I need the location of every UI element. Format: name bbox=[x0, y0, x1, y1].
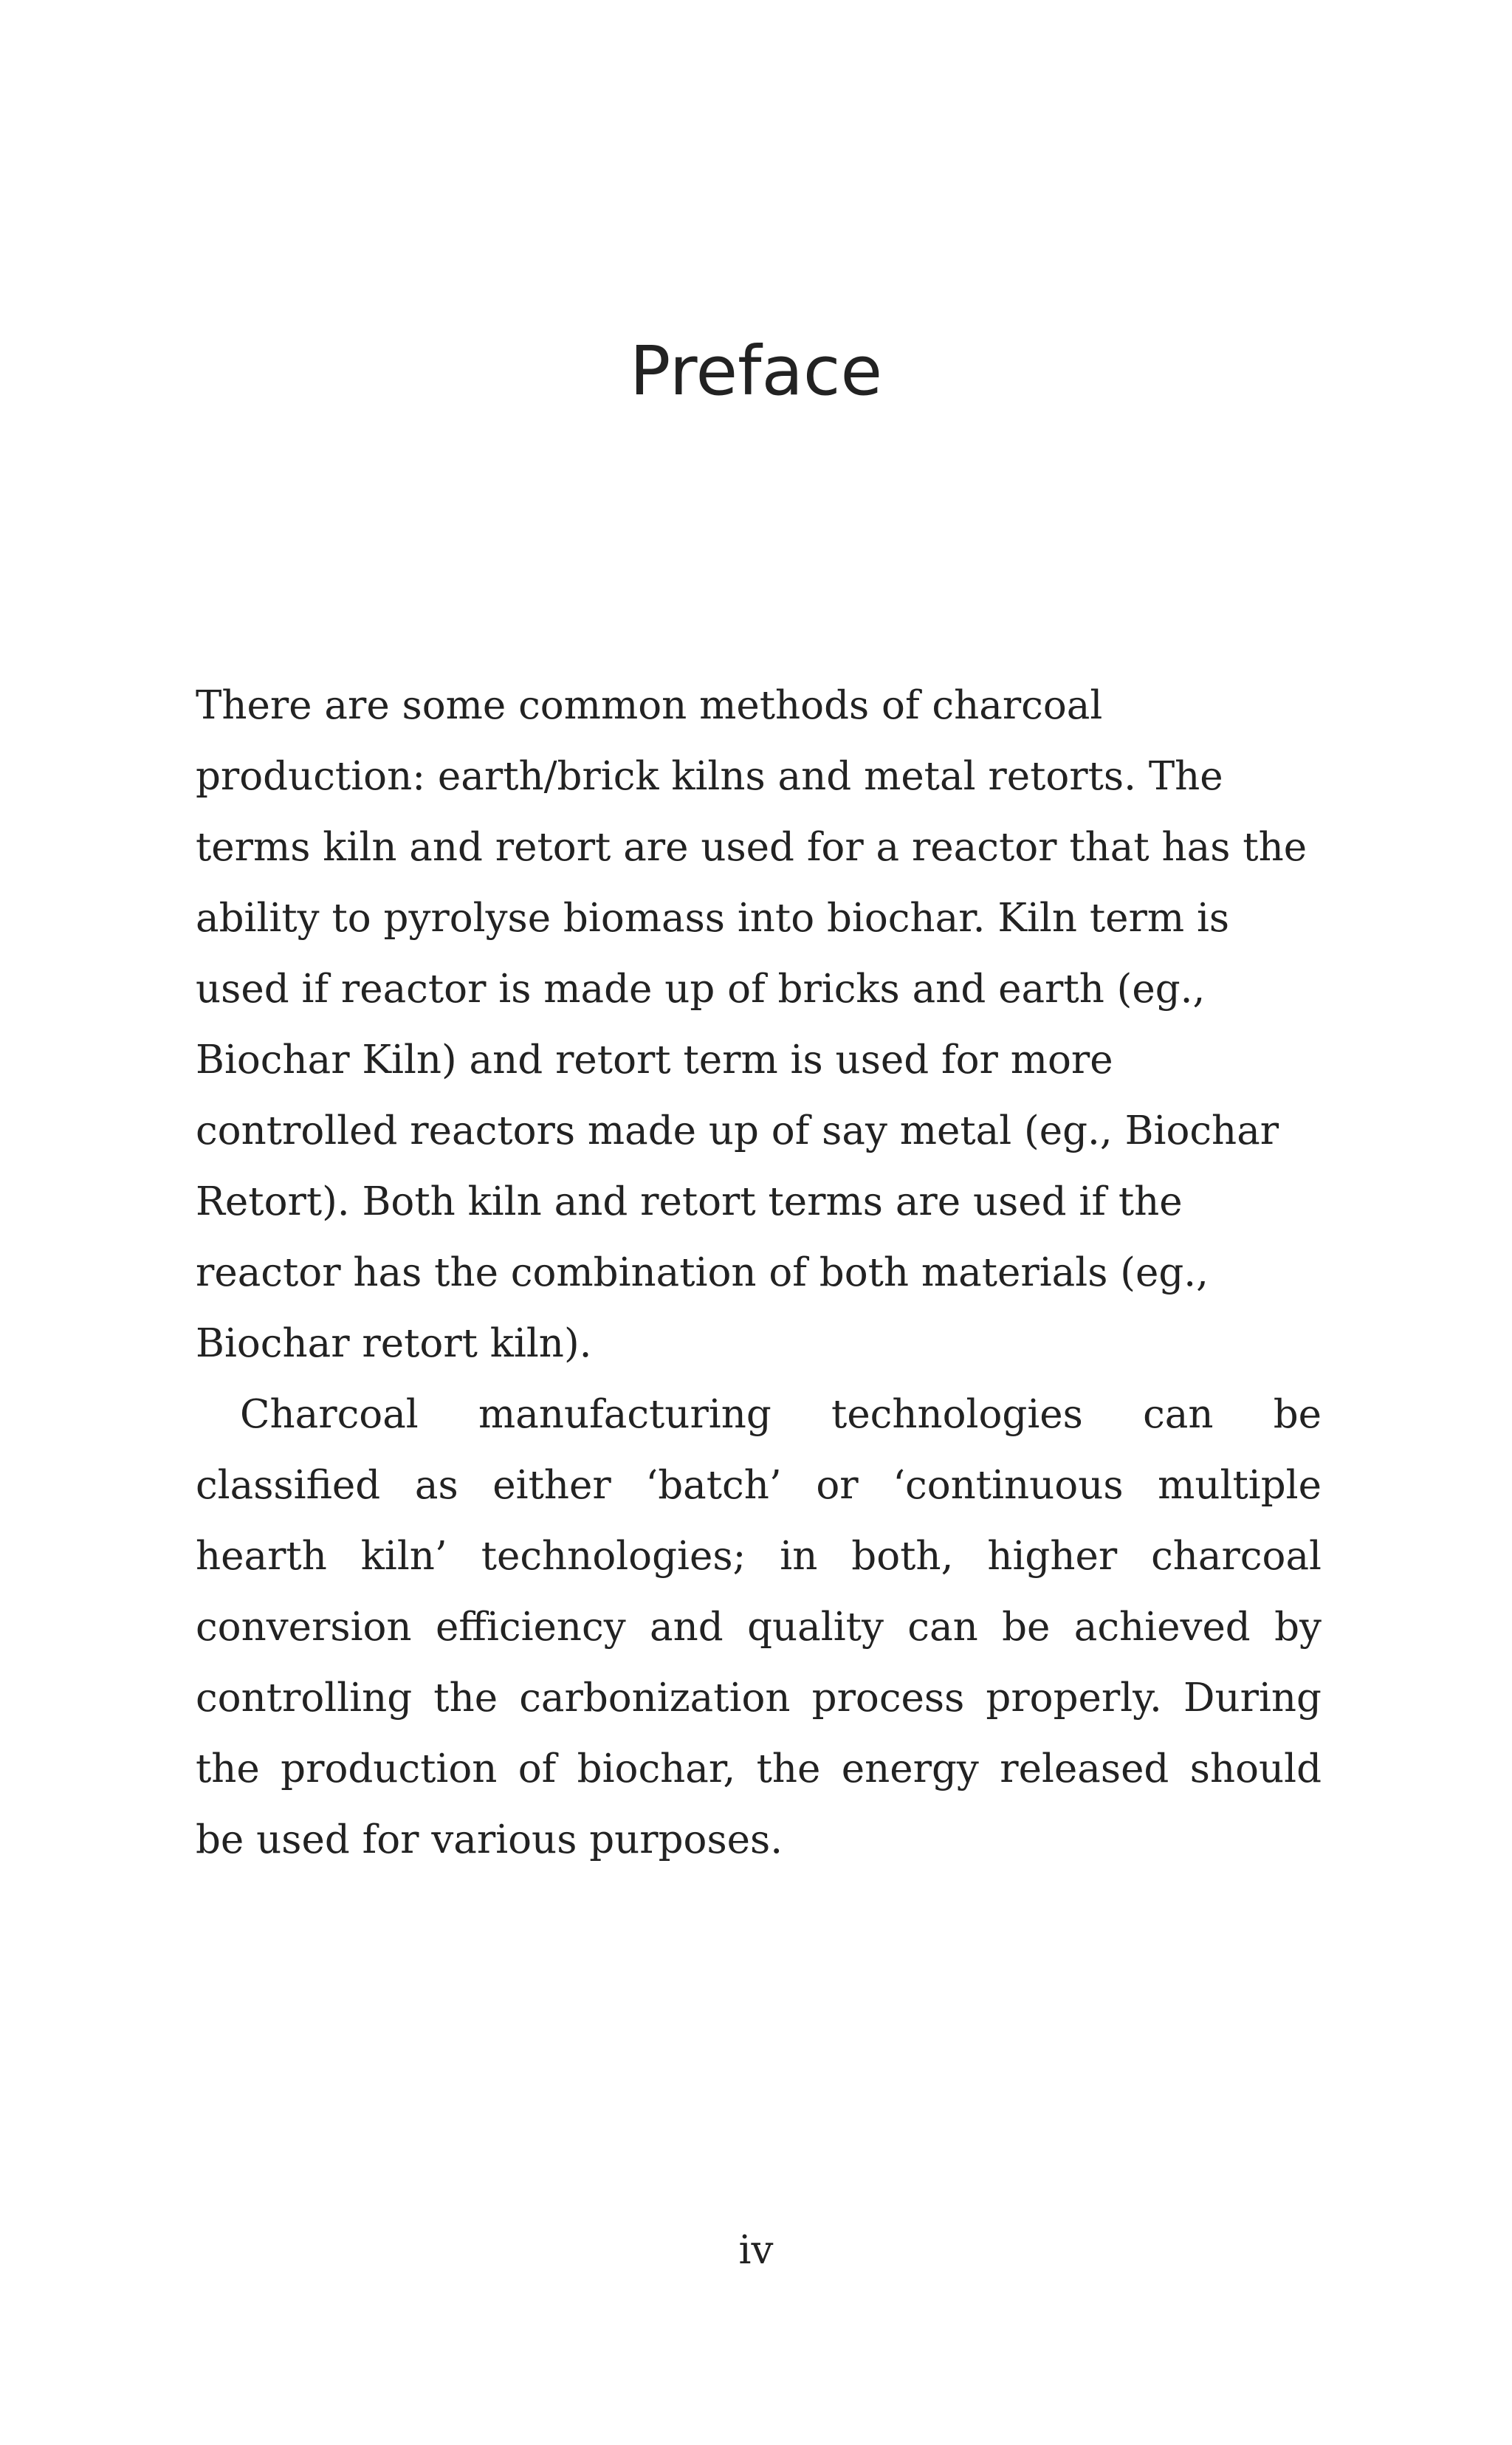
page-title: Preface bbox=[629, 332, 883, 411]
paragraph-2: Charcoal manufacturing technologies can be classified as either ‘batch’ or ‘continuous multiple hearth kiln’ technologies; in both, higher charcoal conversion efficiency and quality can be achieved by controlling the carbonization process properly. During the production of biochar, the energy released should be used for various purposes. bbox=[196, 1392, 1322, 1862]
paragraph-1: There are some common methods of charcoal production: earth/brick kilns and metal retorts. The terms kiln and retort are used for a reactor that has the ability to pyrolyse biomass into biochar. Kiln term is used if reactor is made up of bricks and earth (eg., Biochar Kiln) and retort term is used for more controlled reactors made up of say metal (eg., Biochar Retort). Both kiln and retort terms are used if the reactor has the combination of both materials (eg., Biochar retort kiln). bbox=[196, 683, 1307, 1366]
page-number: iv bbox=[738, 2228, 774, 2273]
preface-body bbox=[196, 671, 1322, 1876]
